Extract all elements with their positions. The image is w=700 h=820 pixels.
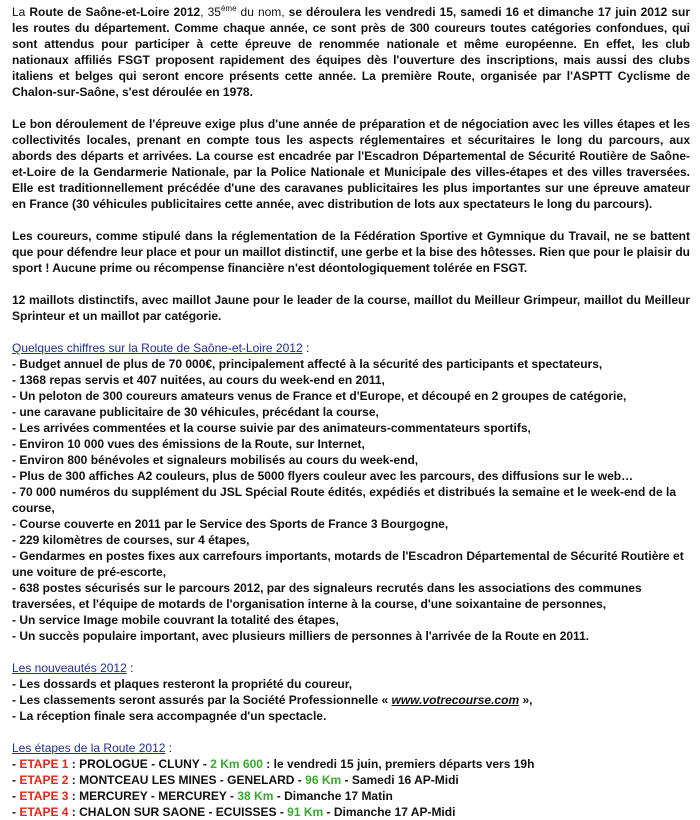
intro-paragraph (12, 4, 690, 100)
etape-schedule: - Samedi 16 AP-Midi (341, 773, 459, 787)
etape-route: : CHALON SUR SAONE - ECUISSES - (68, 805, 288, 819)
race-name: Route de Saône-et-Loire 2012 (29, 5, 201, 19)
etape-schedule: - Dimanche 17 Matin (273, 789, 393, 803)
etape-distance: 2 Km 600 (210, 757, 263, 771)
list-item: - Environ 10 000 vues des émissions de la Route, sur Internet, (12, 437, 365, 451)
list-item: - Environ 800 bénévoles et signaleurs mobilisés au cours du week-end, (12, 453, 419, 467)
etape-label: ETAPE 1 (19, 757, 69, 771)
chiffres-heading-colon: : (302, 341, 310, 355)
list-item: - Les arrivées commentées et la course suivie par des animateurs-commentateurs sportifs, (12, 421, 531, 435)
etape-row (12, 756, 690, 772)
etapes-heading (12, 740, 690, 756)
etape-schedule: - Dimanche 17 AP-Midi (323, 805, 456, 819)
etape-schedule: : le vendredi 15 juin, premiers départs vers 19h (262, 757, 535, 771)
etape-label: ETAPE 4 (19, 805, 69, 819)
etape-dash: - (12, 805, 20, 819)
list-item: - Un peloton de 300 coureurs amateurs venus de France et d'Europe, et découpé en 2 groupes de catégorie, (12, 389, 627, 403)
list-item: - Gendarmes en postes fixes aux carrefours importants, motards de l'Escadron Départemental de Sécurité Routière et une voiture de pré-escorte, (12, 549, 684, 579)
intro-edition: , 35 (200, 5, 221, 19)
etape-row (12, 772, 690, 788)
etapes-heading-text: Les étapes de la Route 2012 (12, 741, 166, 755)
etape-row (12, 804, 690, 820)
list-item: - 70 000 numéros du supplément du JSL Spécial Route édités, expédiés et distribués la semaine et le week-end de la course, (12, 485, 677, 515)
list-item: - Course couverte en 2011 par le Service des Sports de France 3 Bourgogne, (12, 517, 449, 531)
paragraph-maillots: 12 maillots distinctifs, avec maillot Jaune pour le leader de la course, maillot du Meilleur Grimpeur, maillot du Meilleur Sprinteur et un maillot par catégorie. (12, 293, 690, 323)
list-item: - 1368 repas servis et 407 nuitées, au cours du week-end en 2011, (12, 373, 385, 387)
list-item: - 638 postes sécurisés sur le parcours 2012, par des signaleurs recrutés dans les associations des communes traversées, et l'équipe de motards de l'organisation interne à la course, d'une soixantaine de personnes, (12, 581, 642, 611)
list-item-text-end: », (519, 693, 533, 707)
list-item: - 229 kilomètres de courses, sur 4 étapes, (12, 533, 250, 547)
nouveautes-heading (12, 660, 690, 676)
etape-distance: 91 Km (287, 805, 324, 819)
etapes-heading-colon: : (165, 741, 173, 755)
paragraph-coureurs: Les coureurs, comme stipulé dans la réglementation de la Fédération Sportive et Gymnique du Travail, ne se battent que pour défendre leur place et pour un maillot distinctif, une gerbe et la bise des hôtesses. Rien que pour le plaisir du sport ! Aucune prime ou récompense financière n'est déontologiquement tolérée en FSGT. (12, 229, 690, 275)
etape-label: ETAPE 2 (19, 773, 69, 787)
votrecourse-link[interactable]: www.votrecourse.com (391, 693, 520, 707)
intro-ordinal-sup: ème (220, 4, 237, 13)
etape-route: : MONTCEAU LES MINES - GENELARD - (68, 773, 306, 787)
list-item (12, 692, 690, 708)
chiffres-heading (12, 340, 690, 356)
etape-distance: 38 Km (237, 789, 274, 803)
etape-dash: - (12, 773, 20, 787)
etape-route: : PROLOGUE - CLUNY - (68, 757, 211, 771)
intro-text-mid: du nom, (236, 5, 289, 19)
etapes-list (12, 756, 690, 820)
etape-label: ETAPE 3 (19, 789, 69, 803)
list-item: - Budget annuel de plus de 70 000€, principalement affecté à la sécurité des participants et spectateurs, (12, 357, 603, 371)
list-item: - Plus de 300 affiches A2 couleurs, plus de 5000 flyers couleur avec les parcours, des diffusions sur le web… (12, 469, 634, 483)
article (12, 4, 690, 820)
nouveautes-heading-text: Les nouveautés 2012 (12, 661, 127, 675)
etape-row (12, 788, 690, 804)
list-item: - Un service Image mobile couvrant la totalité des étapes, (12, 613, 339, 627)
etape-route: : MERCUREY - MERCUREY - (68, 789, 238, 803)
nouveautes-list (12, 676, 690, 724)
list-item-text: - Les classements seront assurés par la Société Professionnelle « (12, 693, 392, 707)
list-item: - une caravane publicitaire de 30 véhicules, précédant la course, (12, 405, 379, 419)
paragraph-organisation: Le bon déroulement de l'épreuve exige plus d'une année de préparation et de négociation avec les villes étapes et les collectivités locales, prenant en compte tous les aspects réglementaires et sécuritaires le long du parcours, aux abords des départs et arrivées. La course est encadrée par l'Escadron Départemental de Sécurité Routière de Saône-et-Loire de la Gendarmerie Nationale, par la Police Nationale et Municipale des villes-étapes et des villes traversées. Elle est traditionnellement précédée d'une des caravanes publicitaires les plus importantes sur une épreuve amateur en France (30 véhicules publicitaires cette année, avec distribution de lots aux spectateurs le long du parcours). (12, 117, 690, 211)
chiffres-heading-text: Quelques chiffres sur la Route de Saône-et-Loire 2012 (12, 341, 303, 355)
etape-dash: - (12, 757, 20, 771)
list-item: - La réception finale sera accompagnée d'un spectacle. (12, 709, 327, 723)
list-item: - Un succès populaire important, avec plusieurs milliers de personnes à l'arrivée de la Route en 2011. (12, 629, 590, 643)
nouveautes-heading-colon: : (126, 661, 134, 675)
intro-text-bold: se déroulera les vendredi 15, samedi 16 et dimanche 17 juin 2012 sur les routes du département. Comme chaque année, ce sont près de 300 coureurs toutes catégories confondues, qui sont attendus pour participer à cette épreuve de renommée nationale et même européenne. En effet, les club nationaux affiliés FSGT proposent rapidement des équipes dès l'ouverture des inscriptions, mais aussi des clubs italiens et belges qui seront encore présents cette année. La première Route, organisée par l'ASPTT Cyclisme de Chalon-sur-Saône, s'est déroulée en 1978. (12, 5, 691, 99)
etape-dash: - (12, 789, 20, 803)
list-item: - Les dossards et plaques resteront la propriété du coureur, (12, 677, 353, 691)
intro-text-start: La (12, 5, 30, 19)
chiffres-list (12, 356, 690, 644)
etape-distance: 96 Km (305, 773, 342, 787)
